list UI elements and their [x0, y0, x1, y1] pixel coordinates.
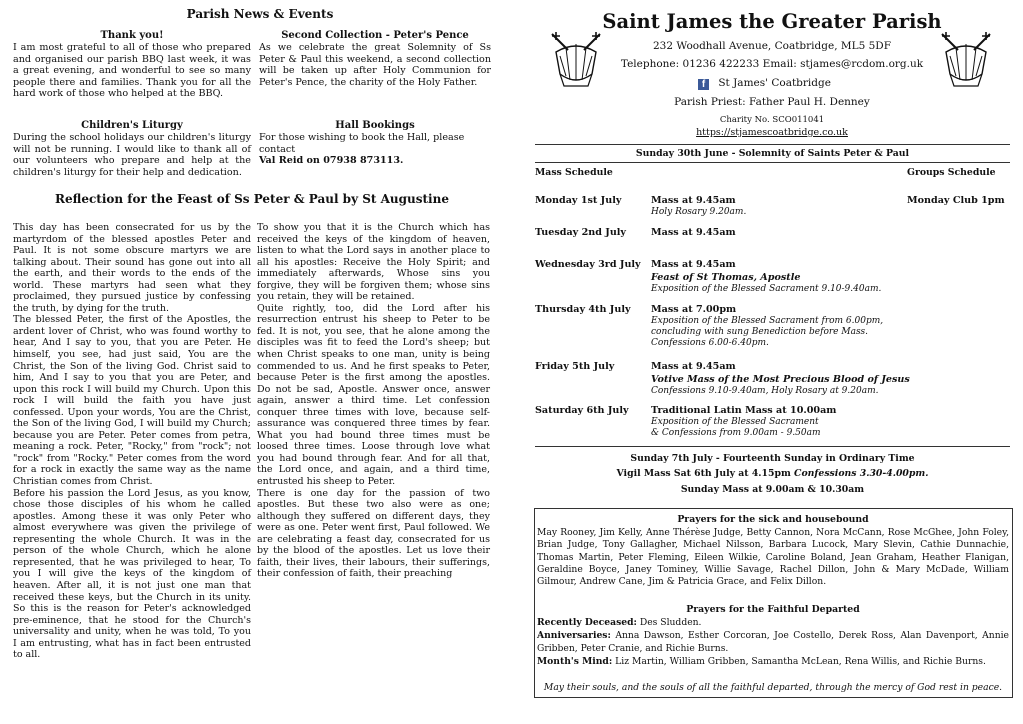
website-link[interactable]: https://stjamescoatbridge.co.uk: [696, 127, 848, 138]
divider: [535, 144, 1010, 145]
group-item: Monday Club 1pm: [907, 195, 1005, 206]
schedule-day: Tuesday 2nd July: [535, 227, 627, 238]
reflection-paragraph: This day has been consecrated for us by the martyrdom of the blessed apostles Peter and Paul. It is not some obscure martyrs we are talking about. Their sound has gone out into all the earth, and their words to the ends of the world. These martyrs had seen what they proclaimed, they pursued justice by confessing the truth, by dying for the truth.: [13, 222, 251, 314]
parish-contact: Telephone: 01236 422233 Email: stjames@rcdom.org.uk: [620, 58, 924, 70]
reflection-column-1: [13, 222, 251, 661]
anniversaries-names: Anna Dawson, Esther Corcoran, Joe Costello, Derek Ross, Alan Davenport, Annie Gribben, Peter Cranie, and Richie Burns.: [537, 630, 1009, 654]
reflection-paragraph: The blessed Peter, the first of the Apostles, the ardent lover of Christ, who was found worthy to hear, And I say to you, that you are Peter. He himself, you see, had just said, You are the Christ, the Son of the living God. Christ said to him, And I say to you that you are Peter, and upon this rock I will build my Church. Upon this rock I will build the faith you have just confessed. Upon your words, You are the Christ, the Son of the living God, I will build my Church; because you are Peter. Peter comes from petra, meaning a rock. Peter, "Rocky," from "rock"; not "rock" from "Rocky." Peter comes from the word for a rock in exactly the same way as the name Christian comes from Christ.: [13, 314, 251, 488]
schedule-day: Thursday 4th July: [535, 304, 631, 315]
mass-schedule-label: Mass Schedule: [535, 167, 613, 178]
schedule-day: Saturday 6th July: [535, 405, 629, 416]
months-mind: [537, 656, 1009, 669]
childrens-liturgy-title: Children's Liturgy: [81, 120, 183, 131]
recently-names: Des Sludden.: [639, 617, 702, 628]
thank-you-title: Thank you!: [100, 30, 164, 41]
schedule-details: [651, 405, 901, 439]
divider: [535, 446, 1010, 447]
thank-you-body: I am most grateful to all of those who prepared and organised our parish BBQ last week, it was a great evening, and wonderful to see so many people there and families. Thank you for all the hard work of those who helped at the BBQ.: [13, 42, 251, 100]
schedule-mass: Mass at 9.45am: [651, 195, 736, 206]
schedule-details: [651, 227, 901, 239]
second-collection-section: [259, 30, 491, 88]
hall-bookings-title: Hall Bookings: [335, 120, 415, 131]
schedule-details: [651, 195, 901, 218]
schedule-mass: Mass at 9.45am: [651, 361, 736, 372]
schedule-mass: Mass at 7.00pm: [651, 304, 737, 315]
second-collection-body: As we celebrate the great Solemnity of Ss Peter & Paul this weekend, a second collection will be taken up after Holy Communion for Peter's Pence, the charity of the Holy Father.: [259, 42, 491, 88]
schedule-note: Exposition of the Blessed Sacrament from 6.00pm,: [651, 315, 884, 326]
facebook-row[interactable]: [698, 77, 948, 90]
reflection-title: Reflection for the Feast of Ss Peter & Paul by St Augustine: [55, 192, 449, 206]
schedule-feast: Votive Mass of the Most Precious Blood of Jesus: [651, 373, 910, 385]
schedule-details: [651, 361, 921, 397]
sick-names: May Rooney, Jim Kelly, Anne Thérèse Judge, Betty Cannon, Nora McCann, Rose McGhee, John Foley, Brian Judge, Tony Gallagher, Michael Nilsson, Barbara Lucock, Mary Slevin, Cathie Dunnachie, Thomas Martin, Peter Fleming, Eileen Wilkie, Caroline Boland, Jean Graham, Heather Flanigan, Geraldine Boyce, Janey Tominey, Willie Savage, Rachel Dillon, John & Mary McDade, William Gilmour, Andrew Cane, Jim & Patricia Grace, and Felix Dillon.: [537, 527, 1009, 588]
vigil-mass: Vigil Mass Sat 6th July at 4.15pm: [616, 468, 791, 479]
schedule-day: Monday 1st July: [535, 195, 622, 206]
hall-bookings-body: For those wishing to book the Hall, please contact: [259, 132, 465, 155]
schedule-note: Exposition of the Blessed Sacrament 9.10-9.40am.: [651, 283, 882, 294]
reflection-paragraph: Quite rightly, too, did the Lord after his resurrection entrust his sheep to Peter to be fed. It is not, you see, that he alone among the disciples was fit to feed the Lord's sheep; but when Christ speaks to one man, unity is being commended to us. And he first speaks to Peter, because Peter is the first among the apostles. Do not be sad, Apostle. Answer once, answer again, answer a third time. Let confession conquer three times with love, because self-assurance was conquered three times by fear. What you had bound three times must be loosed three times. Loose through love what you had bound through fear. And for all that, the Lord once, and again, and a third time, entrusted his sheep to Peter.: [257, 302, 490, 488]
schedule-mass: Mass at 9.45am: [651, 227, 736, 238]
childrens-liturgy-section: [13, 120, 251, 178]
reflection-paragraph: To show you that it is the Church which has received the keys of the kingdom of heaven, listen to what the Lord says in another place to all his apostles: Receive the Holy Spirit; and immediately afterwards, Whose sins you forgive, they will be forgiven them; whose sins you retain, they will be retained.: [257, 222, 490, 303]
anniversaries-label: Anniversaries:: [537, 630, 611, 641]
reflection-paragraph: There is one day for the passion of two apostles. But these two also were as one; although they suffered on different days, they were as one. Peter went first, Paul followed. We are celebrating a feast day, consecrated for us by the blood of the apostles. Let us love their faith, their lives, their labours, their sufferings, their confession of faith, their preaching: [257, 487, 490, 580]
news-title: Parish News & Events: [186, 7, 334, 21]
reflection-column-2: [257, 222, 490, 580]
months-mind-names: Liz Martin, William Gribben, Samantha McLean, Rena Willis, and Richie Burns.: [615, 656, 986, 667]
schedule-mass: Traditional Latin Mass at 10.00am: [651, 405, 837, 416]
divider: [535, 162, 1010, 163]
groups-schedule-label: Groups Schedule: [907, 167, 996, 178]
anniversaries: [537, 630, 1009, 655]
schedule-details: [651, 259, 901, 295]
facebook-icon: f: [698, 79, 709, 90]
scallop-crest-left-icon: [548, 30, 604, 90]
sunday-mass: Sunday Mass at 9.00am & 10.30am: [680, 484, 865, 495]
schedule-note: Confessions 9.10-9.40am, Holy Rosary at 9.20am.: [651, 385, 879, 396]
schedule-feast: Feast of St Thomas, Apostle: [651, 271, 801, 283]
vigil-line: [535, 466, 1010, 481]
next-sunday: Sunday 7th July - Fourteenth Sunday in Ordinary Time: [630, 453, 915, 464]
hall-bookings-section: [259, 120, 491, 167]
recently-deceased: [537, 617, 1009, 630]
schedule-note: Confessions 6.00-6.40pm.: [651, 338, 769, 348]
schedule-details: [651, 304, 901, 349]
charity-number: Charity No. SCO011041: [719, 115, 825, 125]
sunday-heading: Sunday 30th June - Solemnity of Saints Peter & Paul: [635, 148, 910, 159]
schedule-note: Exposition of the Blessed Sacrament: [651, 416, 819, 427]
schedule-day: Friday 5th July: [535, 361, 615, 372]
childrens-liturgy-body: During the school holidays our children's liturgy will not be running. I would like to thank all of our volunteers who prepare and help at the children's liturgy for their help and dedication.: [13, 132, 251, 178]
months-mind-label: Month's Mind:: [537, 656, 613, 667]
vigil-confessions: Confessions 3.30-4.00pm.: [794, 468, 929, 479]
schedule-mass: Mass at 9.45am: [651, 259, 736, 270]
second-collection-title: Second Collection - Peter's Pence: [281, 30, 469, 41]
facebook-page: St James' Coatbridge: [718, 77, 831, 89]
parish-priest: Parish Priest: Father Paul H. Denney: [674, 96, 870, 108]
departed-title: Prayers for the Faithful Departed: [686, 604, 860, 615]
recently-label: Recently Deceased:: [537, 617, 637, 628]
parish-address: 232 Woodhall Avenue, Coatbridge, ML5 5DF: [652, 40, 891, 52]
reflection-paragraph: Before his passion the Lord Jesus, as you know, chose those disciples of his whom he called apostles. Among these it was only Peter who almost everywhere was given the privilege of representing the whole Church. It was in the person of the whole Church, which he alone represented, that he was privileged to hear, To you I will give the keys of the kingdom of heaven. After all, it is not just one man that received these keys, but the Church in its unity. So this is the reason for Peter's acknowledged pre-eminence, that he stood for the Church's universality and unity, when he was told, To you I am entrusting, what has in fact been entrusted to all.: [13, 487, 251, 661]
schedule-day: Wednesday 3rd July: [535, 259, 641, 270]
closing-prayer: May their souls, and the souls of all the faithful departed, through the mercy of God rest in peace.: [543, 682, 1003, 693]
thank-you-section: [13, 30, 251, 100]
schedule-note: concluding with sung Benediction before Mass.: [651, 326, 869, 337]
parish-name: Saint James the Greater Parish: [602, 10, 942, 33]
hall-bookings-contact: Val Reid on 07938 873113.: [259, 155, 404, 167]
sick-title: Prayers for the sick and housebound: [677, 514, 869, 525]
schedule-note: Holy Rosary 9.20am.: [651, 206, 747, 217]
schedule-note: & Confessions from 9.00am - 9.50am: [651, 427, 821, 438]
